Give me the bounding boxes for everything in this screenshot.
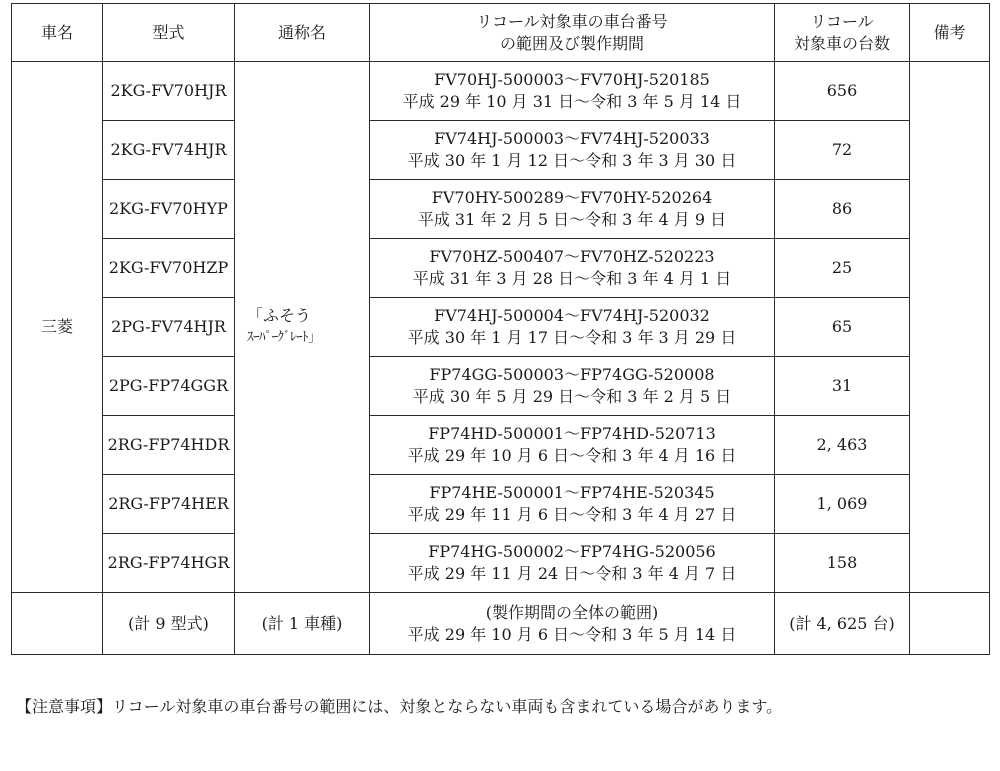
header-count-line2: 対象車の台数 [793, 33, 890, 53]
common-name-line1: 「ふそう [247, 306, 312, 325]
common-name-cell [235, 62, 370, 593]
header-range-line2: の範囲及び製作期間 [499, 33, 644, 53]
model-cell: 2PG-FP74GGR [103, 357, 235, 416]
count-cell: 1, 069 [775, 475, 910, 534]
model-cell: 2RG-FP74HGR [103, 534, 235, 593]
remarks-cell [910, 62, 990, 593]
model-cell: 2PG-FV74HJR [103, 298, 235, 357]
total-range-caption: (製作期間の全体の範囲) [485, 602, 659, 622]
table-row [12, 121, 990, 180]
total-model-count: (計 9 型式) [103, 593, 235, 655]
table-row [12, 298, 990, 357]
chassis-range: FV74HJ-500004〜FV74HJ-520032 [434, 306, 710, 325]
production-period: 平成 31 年 2 月 5 日〜令和 3 年 4 月 9 日 [417, 210, 727, 229]
header-common-name: 通称名 [235, 4, 370, 62]
range-cell [370, 475, 775, 534]
header-remarks: 備考 [910, 4, 990, 62]
maker-cell: 三菱 [12, 62, 103, 593]
table-row [12, 239, 990, 298]
model-cell: 2RG-FP74HER [103, 475, 235, 534]
production-period: 平成 31 年 3 月 28 日〜令和 3 年 4 月 1 日 [412, 269, 732, 288]
range-cell [370, 298, 775, 357]
total-production-period: 平成 29 年 10 月 6 日〜令和 3 年 5 月 14 日 [407, 624, 737, 644]
count-cell: 656 [775, 62, 910, 121]
table-row [12, 416, 990, 475]
range-cell [370, 239, 775, 298]
recall-table [11, 3, 990, 655]
table-row [12, 534, 990, 593]
production-period: 平成 29 年 11 月 6 日〜令和 3 年 4 月 27 日 [407, 505, 737, 524]
range-cell [370, 180, 775, 239]
table-row [12, 180, 990, 239]
header-range-line1: リコール対象車の車台番号 [476, 11, 668, 31]
model-cell: 2RG-FP74HDR [103, 416, 235, 475]
model-cell: 2KG-FV74HJR [103, 121, 235, 180]
count-cell: 72 [775, 121, 910, 180]
production-period: 平成 29 年 10 月 31 日〜令和 3 年 5 月 14 日 [402, 92, 742, 111]
production-period: 平成 30 年 5 月 29 日〜令和 3 年 2 月 5 日 [412, 387, 732, 406]
model-cell: 2KG-FV70HYP [103, 180, 235, 239]
total-maker-cell [12, 593, 103, 655]
chassis-range: FP74HE-500001〜FP74HE-520345 [429, 483, 715, 502]
table-row [12, 475, 990, 534]
table-row [12, 357, 990, 416]
chassis-range: FV70HZ-500407〜FV70HZ-520223 [429, 247, 715, 266]
chassis-range: FV74HJ-500003〜FV74HJ-520033 [434, 129, 710, 148]
model-cell: 2KG-FV70HZP [103, 239, 235, 298]
header-count-line1: リコール [810, 11, 874, 31]
header-row [12, 4, 990, 62]
chassis-range: FP74HD-500001〜FP74HD-520713 [428, 424, 716, 443]
range-cell [370, 121, 775, 180]
production-period: 平成 30 年 1 月 17 日〜令和 3 年 3 月 29 日 [407, 328, 737, 347]
total-row [12, 593, 990, 655]
header-range [370, 4, 775, 62]
total-range-cell [370, 593, 775, 655]
count-cell: 25 [775, 239, 910, 298]
production-period: 平成 29 年 11 月 24 日〜令和 3 年 4 月 7 日 [407, 564, 737, 583]
range-cell [370, 62, 775, 121]
common-name-line2: ｽｰﾊﾟｰｸﾞﾚｰﾄ」 [247, 330, 321, 345]
total-count: (計 4, 625 台) [775, 593, 910, 655]
chassis-range: FV70HJ-500003〜FV70HJ-520185 [434, 70, 710, 89]
count-cell: 158 [775, 534, 910, 593]
header-maker: 車名 [12, 4, 103, 62]
production-period: 平成 30 年 1 月 12 日〜令和 3 年 3 月 30 日 [407, 151, 737, 170]
range-cell [370, 416, 775, 475]
total-remarks-cell [910, 593, 990, 655]
chassis-range: FP74GG-500003〜FP74GG-520008 [429, 365, 715, 384]
caution-note: 【注意事項】リコール対象車の車台番号の範囲には、対象とならない車両も含まれている場合があります。 [16, 697, 783, 716]
header-model: 型式 [103, 4, 235, 62]
table-row [12, 62, 990, 121]
total-vehicle-types: (計 1 車種) [235, 593, 370, 655]
count-cell: 65 [775, 298, 910, 357]
chassis-range: FP74HG-500002〜FP74HG-520056 [428, 542, 716, 561]
chassis-range: FV70HY-500289〜FV70HY-520264 [431, 188, 713, 207]
range-cell [370, 357, 775, 416]
count-cell: 31 [775, 357, 910, 416]
count-cell: 86 [775, 180, 910, 239]
range-cell [370, 534, 775, 593]
count-cell: 2, 463 [775, 416, 910, 475]
header-count [775, 4, 910, 62]
production-period: 平成 29 年 10 月 6 日〜令和 3 年 4 月 16 日 [407, 446, 737, 465]
model-cell: 2KG-FV70HJR [103, 62, 235, 121]
